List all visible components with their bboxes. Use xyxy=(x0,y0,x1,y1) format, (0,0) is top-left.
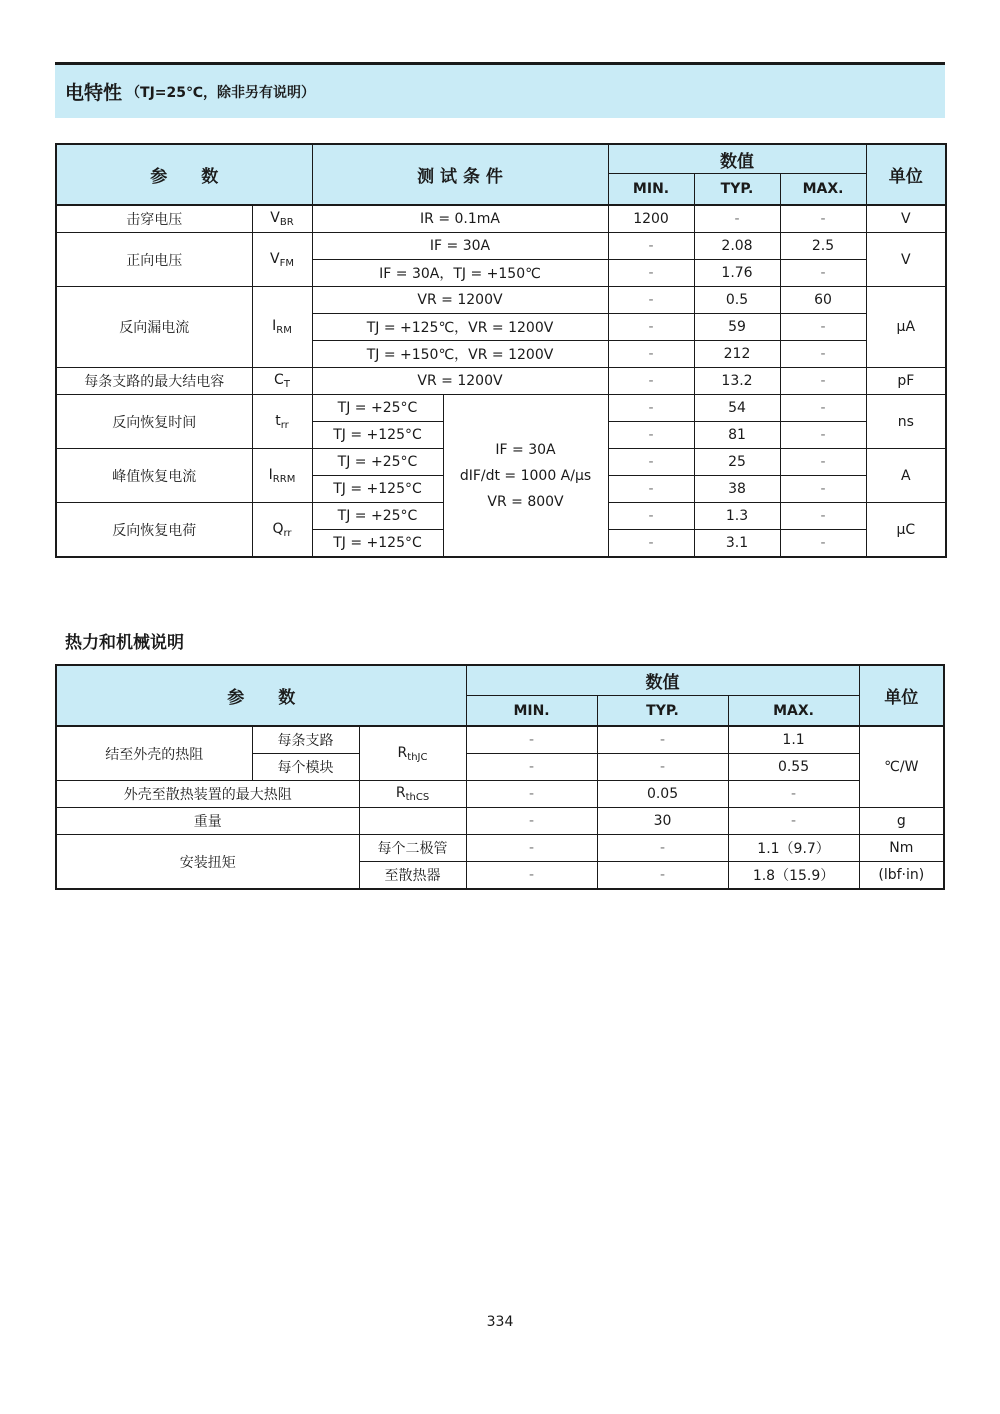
value-min: - xyxy=(466,862,597,890)
unit: Nm xyxy=(859,835,944,862)
value-typ: 13.2 xyxy=(694,368,780,395)
value-min: - xyxy=(466,835,597,862)
value-min: - xyxy=(608,287,694,314)
param-symbol: $R_{thCS}$ xyxy=(359,781,466,808)
value-max: 60 xyxy=(780,287,866,314)
value-typ: 38 xyxy=(694,476,780,503)
table-row xyxy=(56,368,946,395)
section-title: 电特性 xyxy=(65,82,123,104)
value-min: - xyxy=(466,808,597,835)
param-symbol: $I_{RRM}$ xyxy=(252,449,312,503)
header-min: MIN. xyxy=(466,696,597,727)
page-number: 334 xyxy=(486,1314,514,1330)
value-min: - xyxy=(608,260,694,287)
value-max: - xyxy=(780,530,866,558)
header-typ: TYP. xyxy=(694,174,780,206)
section-title-thermal: 热力和机械说明 xyxy=(65,633,184,653)
value-typ: 81 xyxy=(694,422,780,449)
value-max: - xyxy=(728,781,859,808)
param-name: 重量 xyxy=(56,808,359,835)
param-name: 反向漏电流 xyxy=(56,287,252,368)
value-typ: 0.05 xyxy=(597,781,728,808)
param-name: 外壳至散热装置的最大热阻 xyxy=(56,781,359,808)
shared-cond-line: dIF/dt = 1000 A/μs xyxy=(459,467,592,484)
thermal-mechanical-table xyxy=(55,664,945,890)
value-min: - xyxy=(608,530,694,558)
temp-condition: TJ = +125°C xyxy=(312,476,443,503)
header-condition: 测 试 条 件 xyxy=(312,144,608,205)
temp-condition: TJ = +25°C xyxy=(312,503,443,530)
value-min: - xyxy=(608,503,694,530)
param-name: 每条支路的最大结电容 xyxy=(56,368,252,395)
value-max: - xyxy=(728,808,859,835)
value-min: - xyxy=(608,368,694,395)
value-typ: 212 xyxy=(694,341,780,368)
test-condition: TJ = +150℃，VR = 1200V xyxy=(312,341,608,368)
temp-condition: TJ = +125°C xyxy=(312,422,443,449)
value-typ: - xyxy=(597,862,728,890)
param-name: 结至外壳的热阻 xyxy=(56,726,252,781)
value-min: - xyxy=(608,422,694,449)
param-name: 反向恢复时间 xyxy=(56,395,252,449)
value-max: 2.5 xyxy=(780,233,866,260)
value-typ: - xyxy=(597,726,728,754)
shared-cond-line: IF = 30A xyxy=(495,441,556,458)
value-max: 1.8（15.9） xyxy=(728,862,859,890)
section-subtitle: （TJ=25℃，除非另有说明） xyxy=(126,84,315,101)
param-symbol: $I_{RM}$ xyxy=(252,287,312,368)
unit: pF xyxy=(866,368,946,395)
header-typ: TYP. xyxy=(597,696,728,727)
value-typ: 2.08 xyxy=(694,233,780,260)
param-name: 安装扭矩 xyxy=(56,835,359,890)
value-min: 1200 xyxy=(608,205,694,233)
value-typ: 25 xyxy=(694,449,780,476)
param-symbol: $V_{FM}$ xyxy=(252,233,312,287)
value-typ: - xyxy=(597,754,728,781)
header-param: 参 数 xyxy=(56,144,312,205)
param-subcondition: 每条支路 xyxy=(252,726,359,754)
test-condition: TJ = +125℃，VR = 1200V xyxy=(312,314,608,341)
header-values: 数值 xyxy=(466,665,859,696)
value-max: - xyxy=(780,368,866,395)
header-max: MAX. xyxy=(780,174,866,206)
header-values: 数值 xyxy=(608,144,866,174)
test-condition: IR = 0.1mA xyxy=(312,205,608,233)
value-min: - xyxy=(608,476,694,503)
value-min: - xyxy=(608,314,694,341)
value-min: - xyxy=(608,233,694,260)
header-param: 参 数 xyxy=(56,665,466,726)
param-name: 反向恢复电荷 xyxy=(56,503,252,558)
value-min: - xyxy=(466,726,597,754)
value-max: - xyxy=(780,260,866,287)
table-row xyxy=(56,287,946,314)
header-unit: 单位 xyxy=(859,665,944,726)
value-typ: 30 xyxy=(597,808,728,835)
header-max: MAX. xyxy=(728,696,859,727)
value-max: 1.1（9.7） xyxy=(728,835,859,862)
unit: μC xyxy=(866,503,946,558)
temp-condition: TJ = +25°C xyxy=(312,395,443,422)
param-symbol: $V_{BR}$ xyxy=(252,205,312,233)
test-condition: VR = 1200V xyxy=(312,368,608,395)
value-max: - xyxy=(780,449,866,476)
param-subcondition: 每个二极管 xyxy=(359,835,466,862)
value-max: - xyxy=(780,314,866,341)
param-symbol xyxy=(359,808,466,835)
value-min: - xyxy=(466,754,597,781)
test-condition: IF = 30A，TJ = +150℃ xyxy=(312,260,608,287)
value-max: - xyxy=(780,503,866,530)
value-max: - xyxy=(780,205,866,233)
param-name: 峰值恢复电流 xyxy=(56,449,252,503)
unit: V xyxy=(866,233,946,287)
temp-condition: TJ = +25°C xyxy=(312,449,443,476)
param-name: 击穿电压 xyxy=(56,205,252,233)
temp-condition: TJ = +125°C xyxy=(312,530,443,558)
shared-cond-line: VR = 800V xyxy=(487,493,564,510)
value-max: 0.55 xyxy=(728,754,859,781)
table-row xyxy=(56,781,944,808)
electrical-characteristics-table xyxy=(55,143,947,558)
param-name: 正向电压 xyxy=(56,233,252,287)
value-typ: 54 xyxy=(694,395,780,422)
unit: g xyxy=(859,808,944,835)
value-typ: 59 xyxy=(694,314,780,341)
section-header-electrical xyxy=(55,62,945,118)
value-typ: 0.5 xyxy=(694,287,780,314)
unit: ns xyxy=(866,395,946,449)
test-condition: VR = 1200V xyxy=(312,287,608,314)
shared-test-condition xyxy=(443,395,608,558)
table-row xyxy=(56,835,944,862)
value-typ: 1.3 xyxy=(694,503,780,530)
header-min: MIN. xyxy=(608,174,694,206)
value-max: - xyxy=(780,395,866,422)
value-typ: 1.76 xyxy=(694,260,780,287)
param-symbol: $t_{rr}$ xyxy=(252,395,312,449)
param-subcondition: 每个模块 xyxy=(252,754,359,781)
table-row xyxy=(56,233,946,260)
value-typ: - xyxy=(597,835,728,862)
table-row xyxy=(56,726,944,754)
unit: μA xyxy=(866,287,946,368)
table-row xyxy=(56,395,946,422)
value-max: - xyxy=(780,422,866,449)
value-min: - xyxy=(466,781,597,808)
unit: A xyxy=(866,449,946,503)
unit: (lbf·in) xyxy=(859,862,944,890)
param-symbol: $C_T$ xyxy=(252,368,312,395)
header-unit: 单位 xyxy=(866,144,946,205)
param-subcondition: 至散热器 xyxy=(359,862,466,890)
value-min: - xyxy=(608,341,694,368)
unit: V xyxy=(866,205,946,233)
value-min: - xyxy=(608,449,694,476)
value-max: 1.1 xyxy=(728,726,859,754)
table-row xyxy=(56,808,944,835)
value-typ: - xyxy=(694,205,780,233)
value-max: - xyxy=(780,476,866,503)
param-symbol: $R_{thJC}$ xyxy=(359,726,466,781)
test-condition: IF = 30A xyxy=(312,233,608,260)
value-max: - xyxy=(780,341,866,368)
unit: ℃/W xyxy=(859,726,944,808)
value-typ: 3.1 xyxy=(694,530,780,558)
table-row xyxy=(56,205,946,233)
value-min: - xyxy=(608,395,694,422)
param-symbol: $Q_{rr}$ xyxy=(252,503,312,558)
